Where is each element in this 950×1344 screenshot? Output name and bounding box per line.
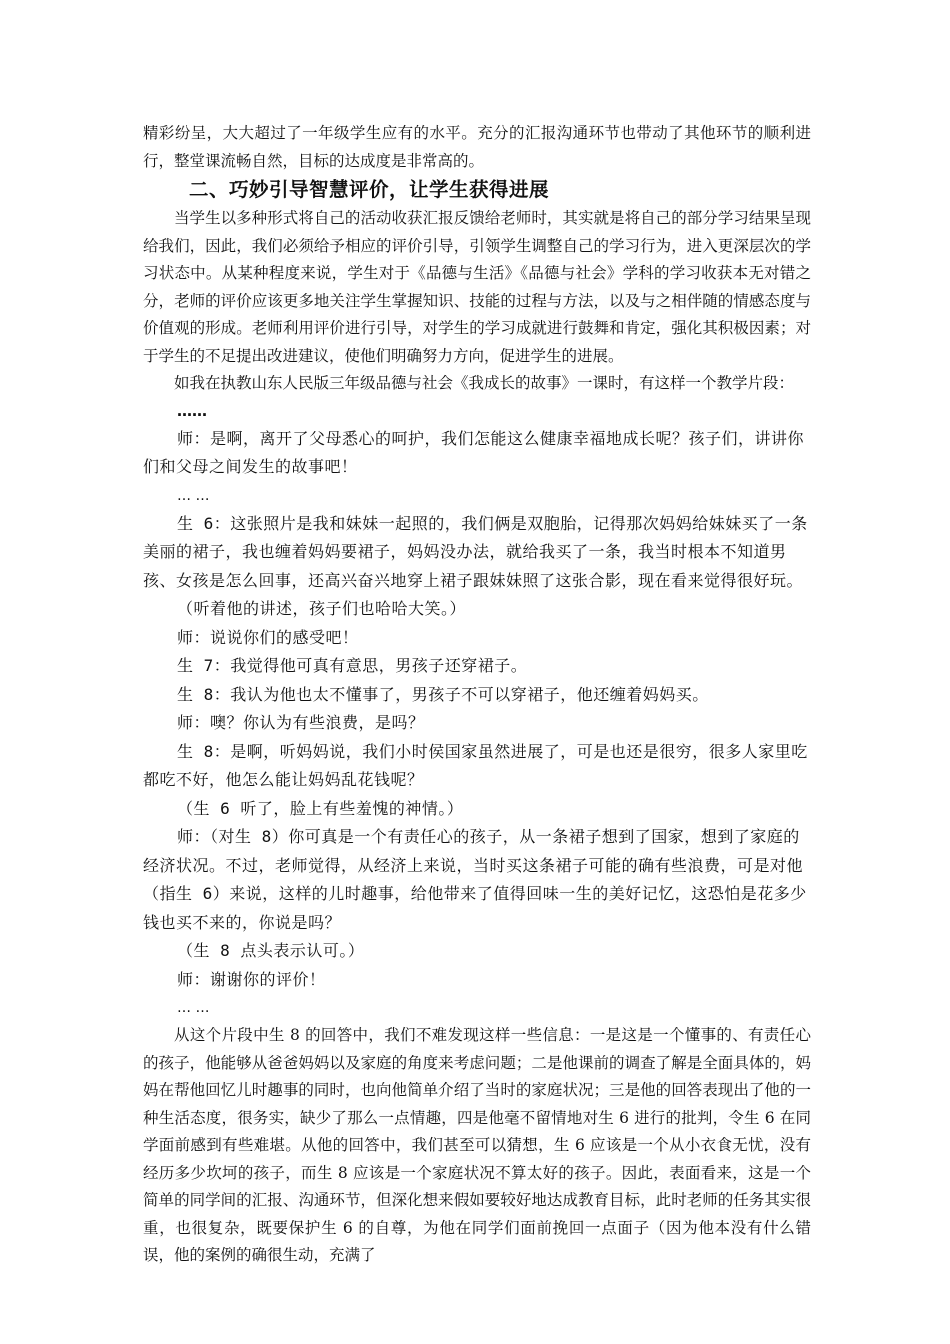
dialog-stage-note: （生 8 点头表示认可。） bbox=[177, 941, 365, 960]
dialog-student-7: 生 7：我觉得他可真有意思，男孩子还穿裙子。 bbox=[177, 656, 528, 675]
dialog-student-6: 生 6：这张照片是我和妹妹一起照的，我们俩是双胞胎，记得那次妈妈给妹妹买了一条美丽的裙子，我也缠着妈妈要裙子，妈妈没办法，就给我买了一条，我当时根本不知道男孩、女孩是怎么回事，还高兴奋兴地穿上裙子跟妹妹照了这张合影，现在看来觉得很好玩。 bbox=[143, 513, 808, 590]
dialog-teacher-line: 师：（对生 8）你可真是一个有责任心的孩子，从一条裙子想到了国家，想到了家庭的经济状况。不过，老师觉得，从经济上来说，当时买这条裙子可能的确有些浪费，可是对他（指生 6）来说，这样的儿时趣事，给他带来了值得回味一生的美好记忆，这恐怕是花多少钱也买不来的，你说是吗？ bbox=[143, 827, 807, 932]
dialog-stage-note: （生 6 听了，脸上有些羞愧的神情。） bbox=[177, 798, 464, 818]
dialog-teacher-line: 师：说说你们的感受吧！ bbox=[177, 627, 359, 647]
analysis-paragraph: 从这个片段中生 8 的回答中，我们不难发现这样一些信息：一是这是一个懂事的、有责任心的孩子，他能够从爸爸妈妈以及家庭的角度来考虑问题；二是他课前的调查了解是全面具体的，妈妈在帮他回忆儿时趣事的同时，也向他简单介绍了当时的家庭状况；三是他的回答表现出了他的一种生活态度，很务实，缺少了那么一点情趣，四是他毫不留情地对生 6 进行的批判，令生 6 在同学面前感到有些难堪。从他的回答中，我们甚至可以猜想，生 6 应该是一个从小衣食无忧，没有经历多少坎坷的孩子，而生 8 应该是一个家庭状况不算太好的孩子。因此，表面看来，这是一个简单的同学间的汇报、沟通环节，但深化想来假如要较好地达成教育目标，此时老师的任务其实很重，也很复杂，既要保护生 6 的自尊，为他在同学们面前挽回一点面子（因为他本没有什么错误，他的案例的确很生动，充满了 bbox=[143, 1026, 811, 1264]
ellipsis-marker: … … bbox=[177, 487, 210, 504]
document-body bbox=[143, 120, 811, 1270]
dialog-teacher-line: 师：谢谢你的评价！ bbox=[177, 969, 326, 989]
ellipsis-marker: … … bbox=[177, 1000, 210, 1016]
dialog-teacher-line: 师：噢？你认为有些浪费，是吗？ bbox=[177, 713, 425, 732]
dialog-student-8: 生 8：我认为他也太不懂事了，男孩子不可以穿裙子，他还缠着妈妈买。 bbox=[177, 684, 709, 704]
section-heading: 二、巧妙引导智慧评价，让学生获得进展 bbox=[189, 178, 550, 201]
ellipsis-marker: …… bbox=[177, 401, 207, 420]
dialog-teacher-line: 师：是啊，离开了父母悉心的呵护，我们怎能这么健康幸福地成长呢？孩子们，讲讲你们和父母之间发生的故事吧！ bbox=[143, 428, 805, 476]
dialog-stage-note: （听着他的讲述，孩子们也哈哈大笑。） bbox=[177, 599, 467, 618]
example-paragraph: 如我在执教山东人民版三年级品德与社会《我成长的故事》一课时，有这样一个教学片段： bbox=[174, 374, 795, 392]
evaluation-paragraph: 当学生以多种形式将自己的活动收获汇报反馈给老师时，其实就是将自己的部分学习结果呈现给我们，因此，我们必须给予相应的评价引导，引领学生调整自己的学习行为，进入更深层次的学习状态中。从某种程度来说，学生对于《品德与生活》《品德与社会》学科的学习收获本无对错之分，老师的评价应该更多地关注学生掌握知识、技能的过程与方法，以及与之相伴随的情感态度与价值观的形成。老师利用评价进行引导，对学生的学习成就进行鼓舞和肯定，强化其积极因素；对于学生的不足提出改进建议，使他们明确努力方向，促进学生的进展。 bbox=[143, 209, 811, 365]
dialog-student-8: 生 8：是啊，听妈妈说，我们小时侯国家虽然进展了，可是也还是很穷，很多人家里吃都吃不好，他怎么能让妈妈乱花钱呢？ bbox=[143, 741, 808, 789]
intro-paragraph: 精彩纷呈，大大超过了一年级学生应有的水平。充分的汇报沟通环节也带动了其他环节的顺利进行，整堂课流畅自然，目标的达成度是非常高的。 bbox=[143, 124, 811, 170]
